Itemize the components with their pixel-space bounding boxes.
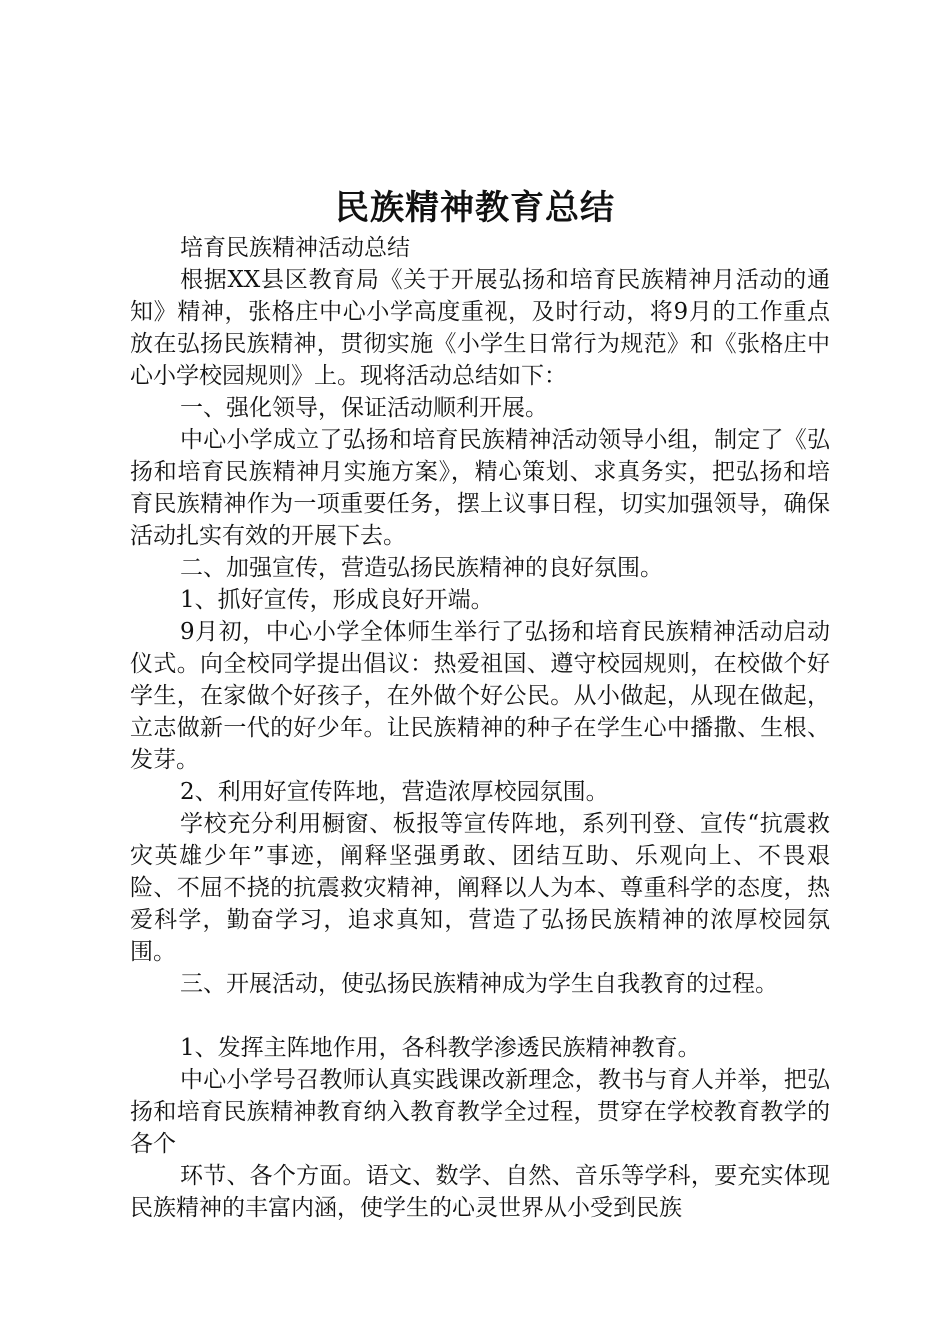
- paragraph-subtitle: 培育民族精神活动总结: [180, 235, 410, 261]
- paragraph-3-1-continued: 环节、各个方面。语文、数学、自然、音乐等学科，要充实体现民族精神的丰富内涵，使学生的心灵世界从小受到民族: [130, 1163, 830, 1221]
- paragraph-2-1: 9月初，中心小学全体师生举行了弘扬和培育民族精神活动启动仪式。向全校同学提出倡议：热爱祖国、遵守校园规则，在校做个好学生，在家做个好孩子，在外做个好公民。从小做起，从现在做起，立志做新一代的好少年。让民族精神的种子在学生心中播撒、生根、发芽。: [130, 619, 830, 773]
- document-title: 民族精神教育总结: [335, 188, 615, 228]
- paragraph-section-1: 中心小学成立了弘扬和培育民族精神活动领导小组，制定了《弘扬和培育民族精神月实施方案》，精心策划、求真务实，把弘扬和培育民族精神作为一项重要任务，摆上议事日程，切实加强领导，确保活动扎实有效的开展下去。: [130, 427, 830, 549]
- paragraph-3-1: 中心小学号召教师认真实践课改新理念，教书与育人并举，把弘扬和培育民族精神教育纳入教育教学全过程，贯穿在学校教育教学的各个: [130, 1067, 830, 1157]
- paragraph-2-2: 学校充分利用橱窗、板报等宣传阵地，系列刊登、宣传“抗震救灾英雄少年”事迹，阐释坚强勇敢、团结互助、乐观向上、不畏艰险、不屈不挠的抗震救灾精神，阐释以人为本、尊重科学的态度，热爱科学，勤奋学习，追求真知，营造了弘扬民族精神的浓厚校园氛围。: [130, 811, 830, 965]
- subheading-2-2: 2、利用好宣传阵地，营造浓厚校园氛围。: [180, 779, 609, 805]
- document-body: [130, 232, 830, 1224]
- subheading-3-1: 1、发挥主阵地作用，各科教学渗透民族精神教育。: [180, 1035, 701, 1061]
- section-heading-3: 三、开展活动，使弘扬民族精神成为学生自我教育的过程。: [180, 971, 778, 997]
- section-heading-2: 二、加强宣传，营造弘扬民族精神的良好氛围。: [180, 555, 663, 581]
- section-heading-1: 一、强化领导，保证活动顺利开展。: [180, 395, 548, 421]
- paragraph-intro: 根据XX县区教育局《关于开展弘扬和培育民族精神月活动的通知》精神，张格庄中心小学高度重视，及时行动，将9月的工作重点放在弘扬民族精神，贯彻实施《小学生日常行为规范》和《张格庄中心小学校园规则》上。现将活动总结如下：: [130, 267, 830, 389]
- subheading-2-1: 1、抓好宣传，形成良好开端。: [180, 587, 494, 613]
